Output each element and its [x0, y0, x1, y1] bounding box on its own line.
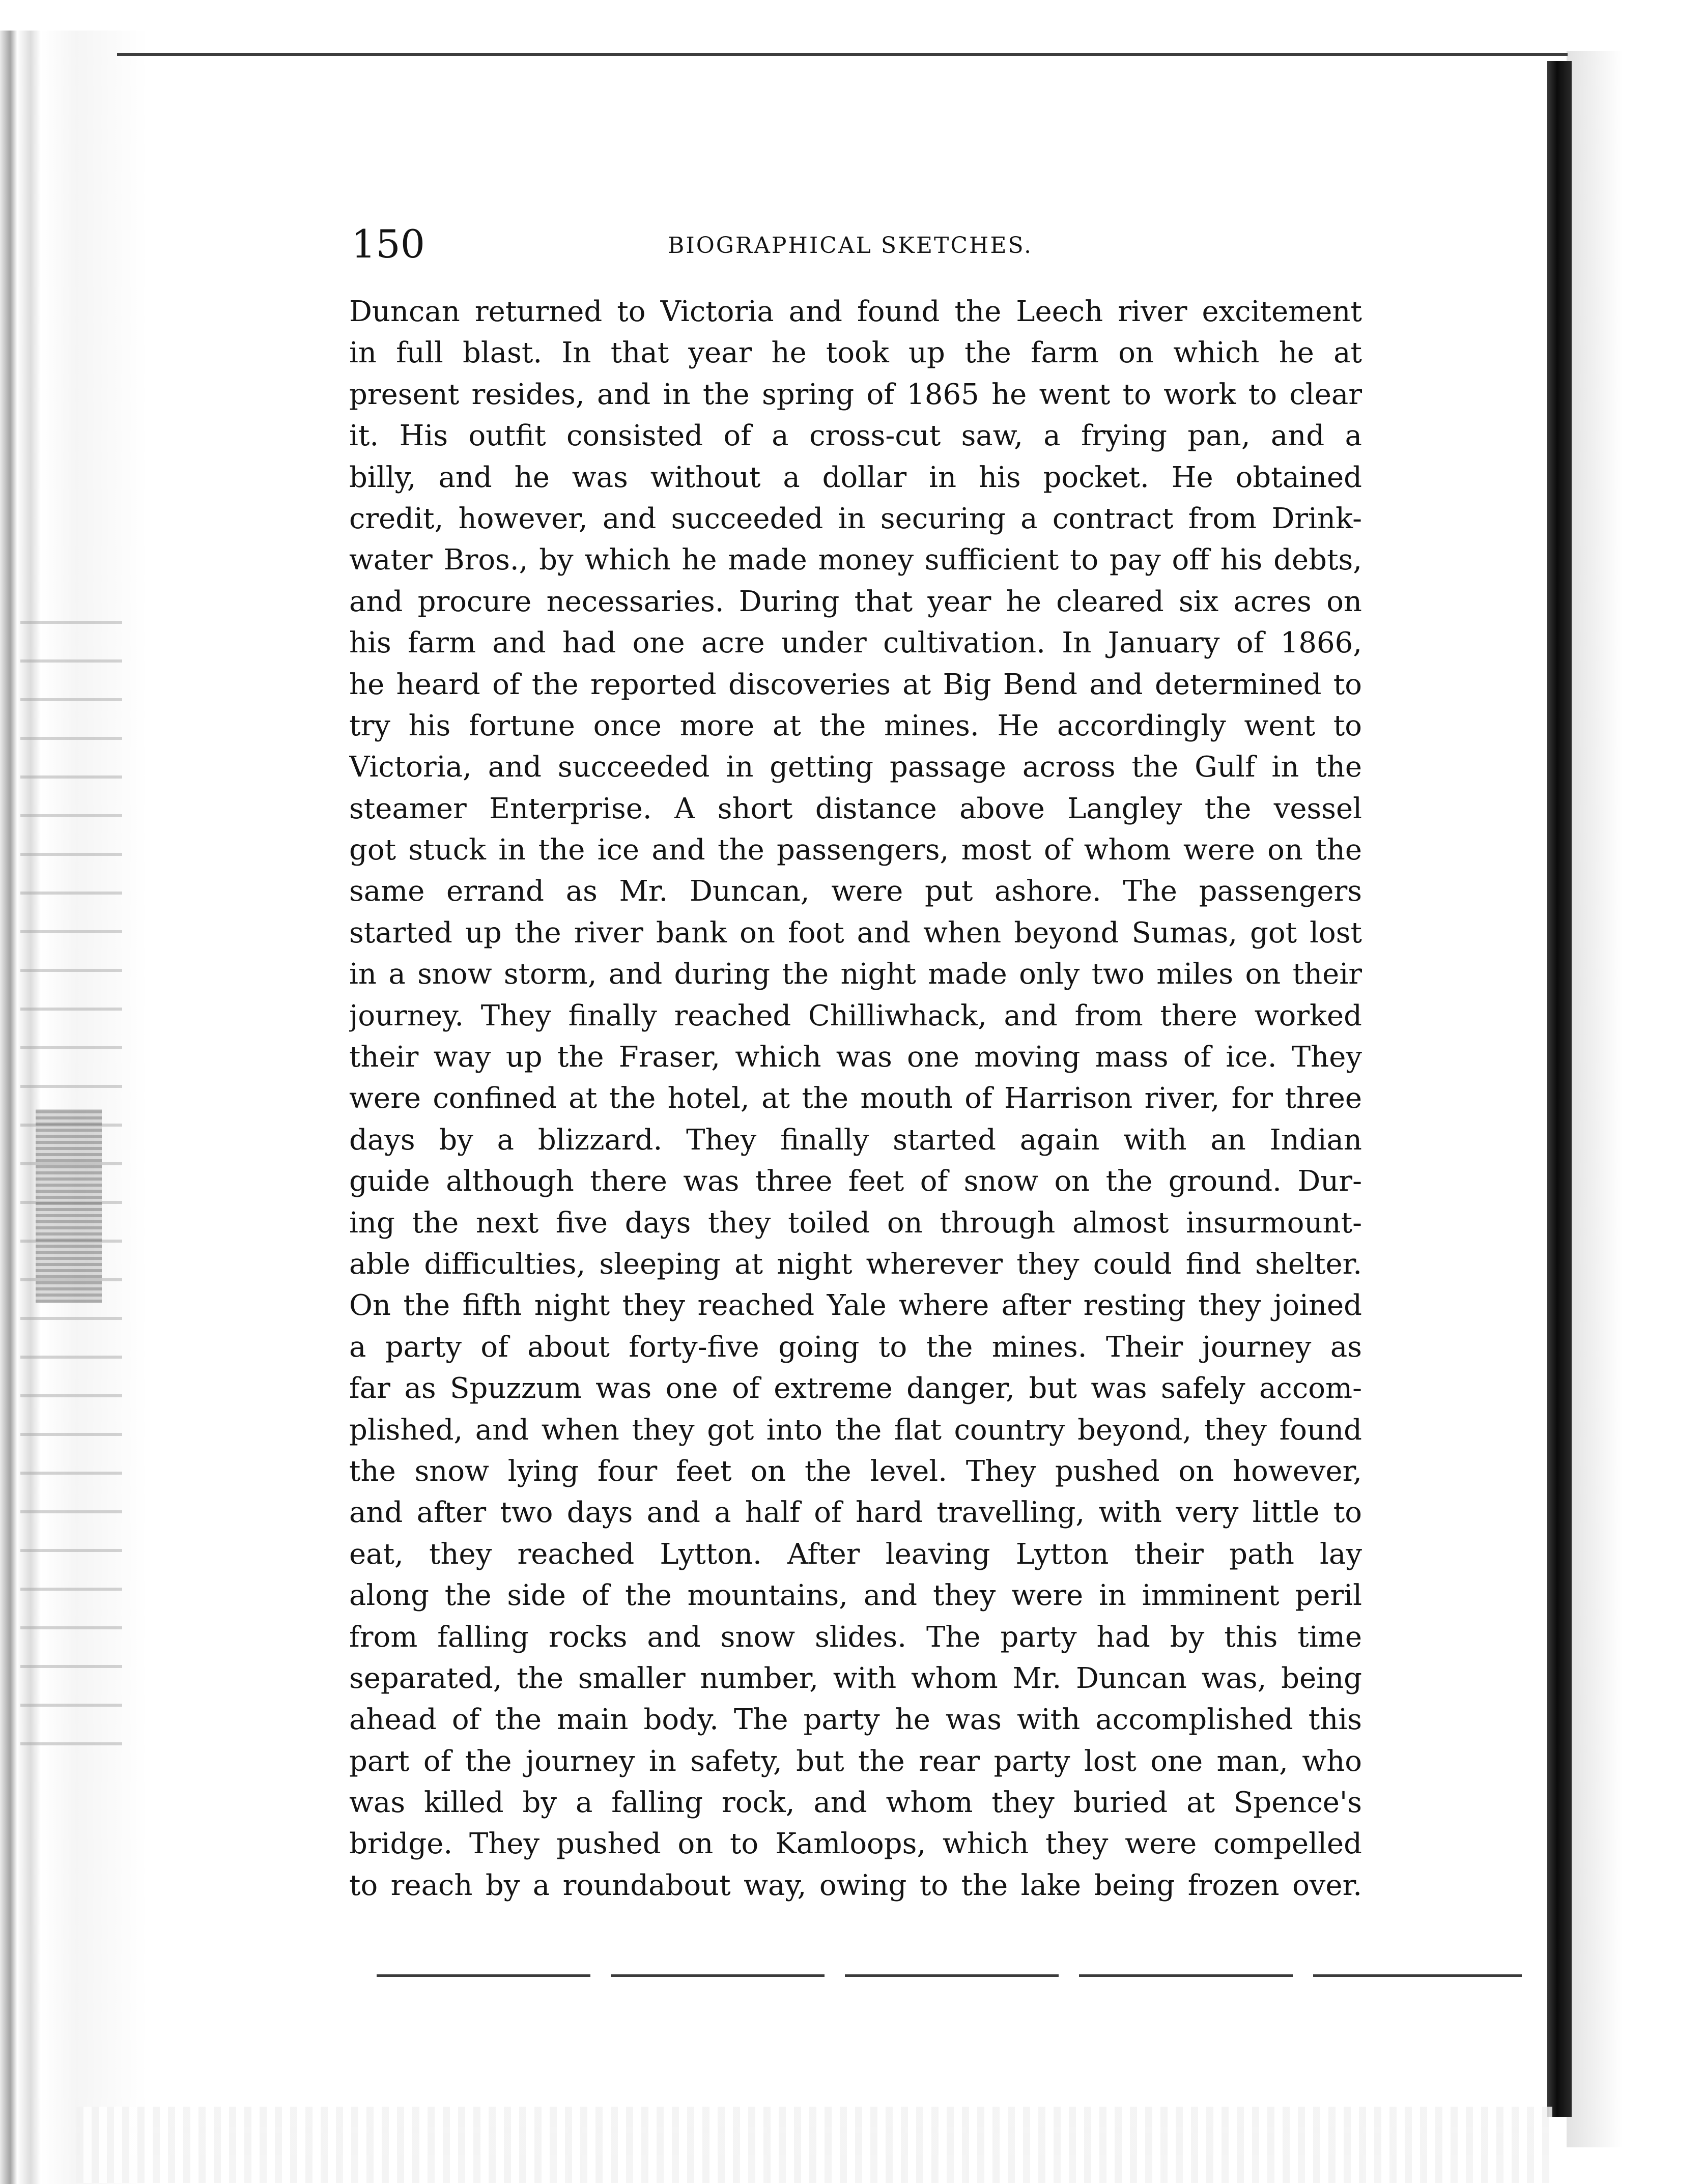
text-line: in full blast. In that year he took up the farm on which he at — [349, 336, 1362, 370]
text-line: from falling rocks and snow slides. The party had by this time — [349, 1620, 1362, 1654]
text-line: their way up the Fraser, which was one moving mass of ice. They — [349, 1041, 1362, 1074]
scan-gutter-block — [36, 1109, 102, 1303]
text-line: present resides, and in the spring of 1865 he went to work to clear — [349, 378, 1362, 411]
text-line: the snow lying four feet on the level. They pushed on however, — [349, 1454, 1362, 1488]
text-line: water Bros., by which he made money sufficient to pay off his debts, — [349, 543, 1362, 577]
text-line: a party of about forty-five going to the mines. Their journey as — [349, 1330, 1362, 1364]
text-line: separated, the smaller number, with whom Mr. Duncan was, being — [349, 1661, 1362, 1695]
scan-bottom-rule — [377, 1974, 1522, 1977]
text-line: Victoria, and succeeded in getting passage across the Gulf in the — [349, 751, 1362, 784]
text-line: able difficulties, sleeping at night wherever they could find shelter. — [349, 1247, 1362, 1281]
text-line: plished, and when they got into the flat country beyond, they found — [349, 1413, 1362, 1447]
text-line: try his fortune once more at the mines. He accordingly went to — [349, 709, 1362, 742]
text-line: ahead of the main body. The party he was with accomplished this — [349, 1703, 1362, 1737]
body-text — [349, 291, 1362, 1906]
text-line: and procure necessaries. During that year he cleared six acres on — [349, 585, 1362, 618]
scan-edge-shadow — [1567, 51, 1623, 2147]
text-line: eat, they reached Lytton. After leaving Lytton their path lay — [349, 1537, 1362, 1571]
text-line: credit, however, and succeeded in securing a contract from Drink- — [349, 502, 1362, 535]
text-line: started up the river bank on foot and when beyond Sumas, got lost — [349, 916, 1362, 950]
text-line: was killed by a falling rock, and whom they buried at Spence's — [349, 1786, 1362, 1820]
text-line: he heard of the reported discoveries at Big Bend and determined to — [349, 668, 1362, 701]
text-line: it. His outfit consisted of a cross-cut saw, a frying pan, and a — [349, 419, 1362, 453]
text-line: in a snow storm, and during the night made only two miles on their — [349, 958, 1362, 991]
text-line: to reach by a roundabout way, owing to the lake being frozen over. — [349, 1869, 1362, 1902]
text-line: along the side of the mountains, and they were in imminent peril — [349, 1579, 1362, 1613]
text-line: got stuck in the ice and the passengers, most of whom were on the — [349, 834, 1362, 867]
running-head: BIOGRAPHICAL SKETCHES. — [668, 233, 1033, 258]
text-line: bridge. They pushed on to Kamloops, which they were compelled — [349, 1827, 1362, 1861]
text-line: same errand as Mr. Duncan, were put ashore. The passengers — [349, 875, 1362, 908]
scan-page-bottom — [76, 2107, 1552, 2183]
text-line: Duncan returned to Victoria and found the Leech river excitement — [349, 295, 1362, 328]
scan-edge-right — [1547, 61, 1572, 2117]
text-line: guide although there was three feet of snow on the ground. Dur- — [349, 1165, 1362, 1198]
text-line: ing the next five days they toiled on through almost insurmount- — [349, 1206, 1362, 1240]
text-line: his farm and had one acre under cultivation. In January of 1866, — [349, 626, 1362, 660]
text-line: days by a blizzard. They finally started again with an Indian — [349, 1123, 1362, 1157]
text-line: and after two days and a half of hard travelling, with very little to — [349, 1496, 1362, 1530]
text-line: journey. They finally reached Chilliwhack, and from there worked — [349, 999, 1362, 1032]
text-line: billy, and he was without a dollar in his pocket. He obtained — [349, 461, 1362, 494]
text-line: steamer Enterprise. A short distance above Langley the vessel — [349, 792, 1362, 825]
text-line: far as Spuzzum was one of extreme danger, but was safely accom- — [349, 1372, 1362, 1405]
scan-top-rule — [117, 53, 1568, 56]
text-line: On the fifth night they reached Yale where after resting they joined — [349, 1289, 1362, 1323]
text-line: were confined at the hotel, at the mouth of Harrison river, for three — [349, 1082, 1362, 1115]
page-header — [351, 219, 1522, 275]
text-line: part of the journey in safety, but the rear party lost one man, who — [349, 1744, 1362, 1778]
page-number: 150 — [351, 221, 425, 267]
